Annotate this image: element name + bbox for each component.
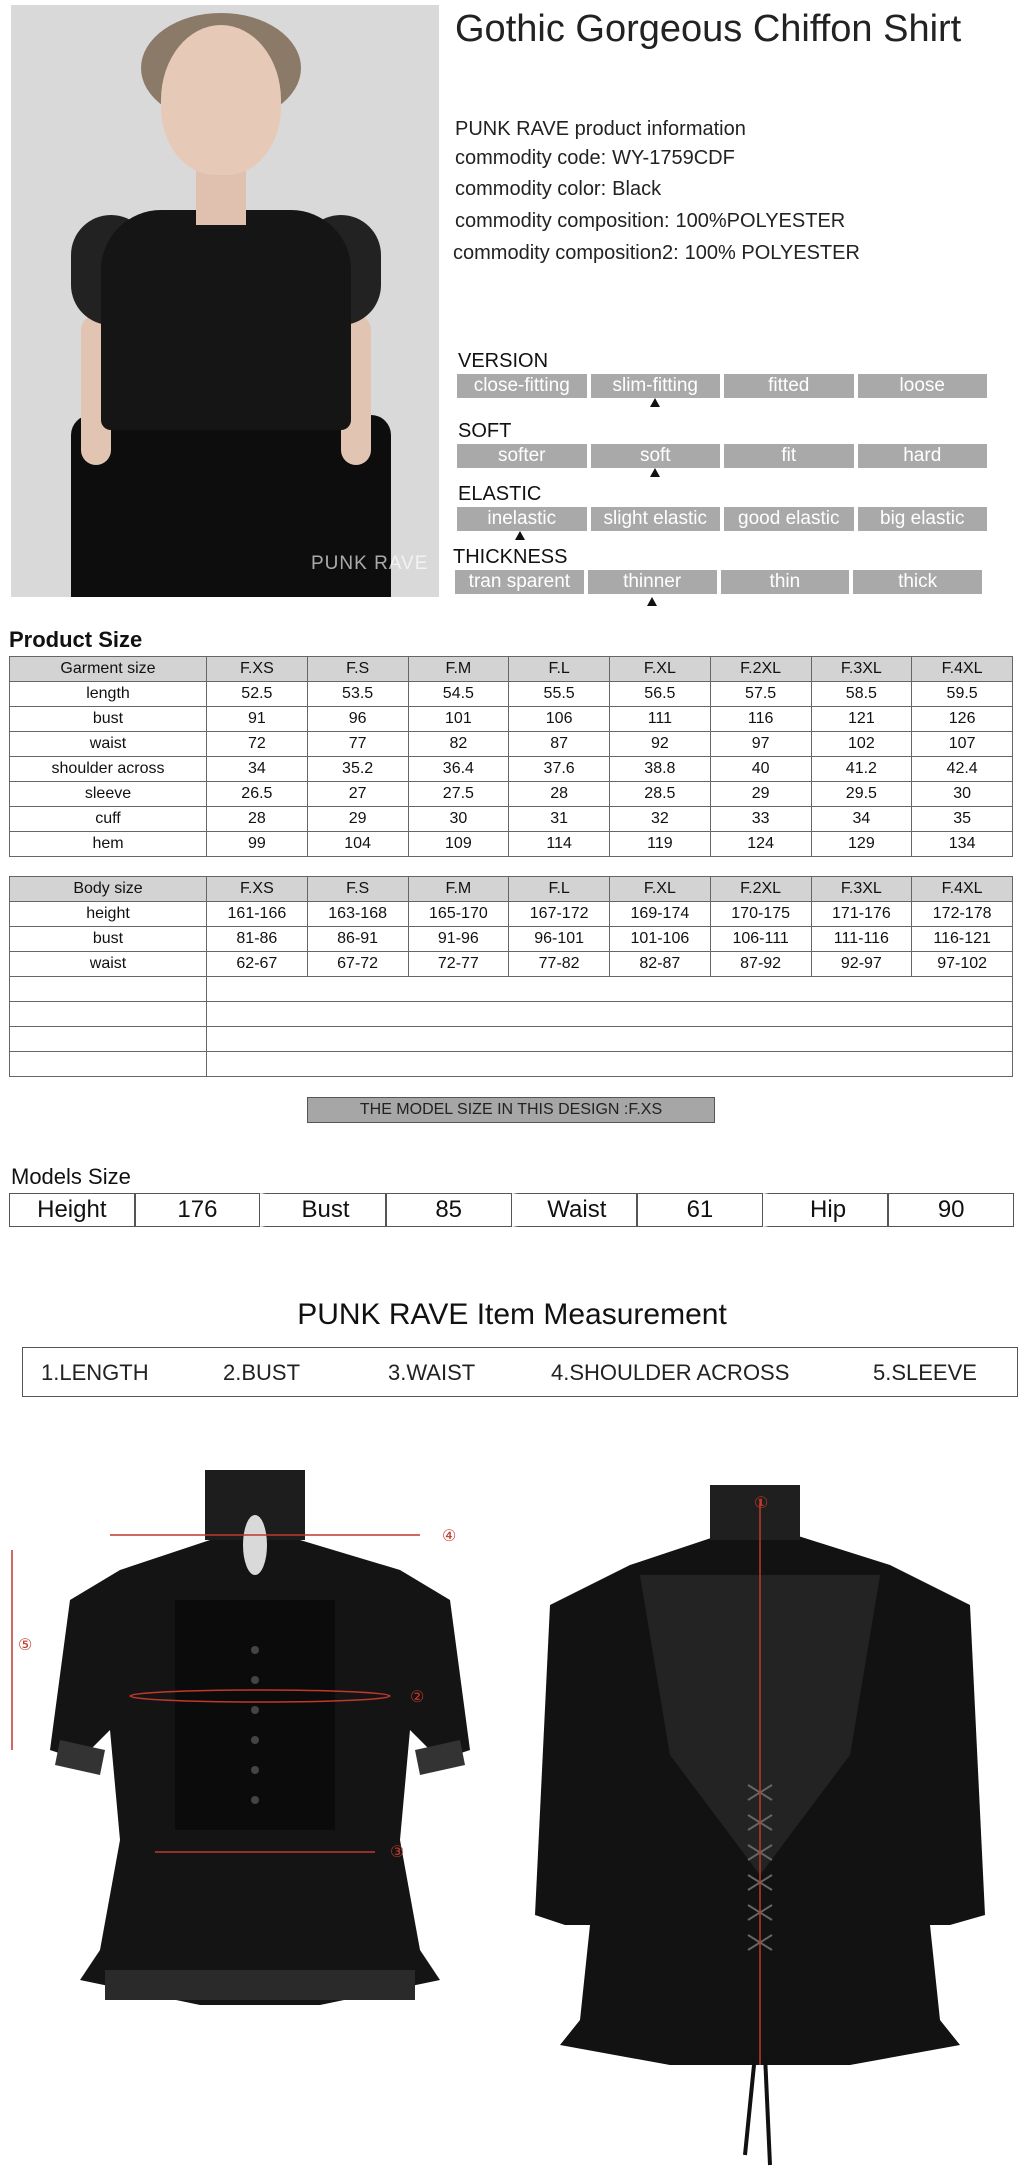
models-size-table xyxy=(9,1193,1014,1227)
info-row: commodity code: WY-1759CDF xyxy=(455,147,735,169)
model-value: 176 xyxy=(135,1193,261,1227)
garment-front-illustration xyxy=(0,1450,500,2030)
legend-item: 2.BUST xyxy=(223,1360,301,1385)
marker-1: ① xyxy=(754,1495,769,1512)
selected-marker-icon xyxy=(647,597,657,606)
attr-scale-elastic xyxy=(457,507,987,531)
scale-option: slight elastic xyxy=(591,507,721,531)
info-row: commodity color: Black xyxy=(455,178,662,200)
model-label: Bust xyxy=(260,1193,386,1227)
model-size-note: THE MODEL SIZE IN THIS DESIGN :F.XS xyxy=(307,1097,715,1123)
table-row: shoulder across 34 35.2 36.4 37.6 38.8 40 41.2 42.4 xyxy=(10,757,1013,782)
product-title: Gothic Gorgeous Chiffon Shirt xyxy=(455,8,962,50)
attr-scale-soft xyxy=(457,444,987,468)
empty-row xyxy=(10,1027,1013,1052)
scale-option: good elastic xyxy=(724,507,854,531)
model-label: Waist xyxy=(512,1193,638,1227)
scale-option: inelastic xyxy=(457,507,587,531)
scale-option: fitted xyxy=(724,374,854,398)
scale-option: big elastic xyxy=(858,507,988,531)
scale-option: hard xyxy=(858,444,988,468)
scale-option: softer xyxy=(457,444,587,468)
table-row: sleeve 26.5 27 27.5 28 28.5 29 29.5 30 xyxy=(10,782,1013,807)
brand-line: PUNK RAVE product information xyxy=(455,118,746,140)
empty-row xyxy=(10,1052,1013,1077)
attr-scale-version xyxy=(457,374,987,398)
scale-option: soft xyxy=(591,444,721,468)
model-value: 90 xyxy=(888,1193,1014,1227)
legend-item: 3.WAIST xyxy=(388,1360,476,1385)
attr-label-version: VERSION xyxy=(458,350,549,372)
marker-3: ③ xyxy=(390,1844,405,1861)
legend-item: 5.SLEEVE xyxy=(873,1360,977,1385)
marker-5: ⑤ xyxy=(18,1637,33,1654)
empty-row xyxy=(10,1002,1013,1027)
garment-back-illustration xyxy=(520,1455,1000,2175)
table-row: waist 72 77 82 87 92 97 102 107 xyxy=(10,732,1013,757)
legend-item: 1.LENGTH xyxy=(41,1360,149,1385)
table-row: waist 62-67 67-72 72-77 77-82 82-87 87-92 92-97 97-102 xyxy=(10,952,1013,977)
model-value: 85 xyxy=(386,1193,512,1227)
attr-label-elastic: ELASTIC xyxy=(458,483,542,505)
marker-4: ④ xyxy=(442,1528,457,1545)
scale-option: thin xyxy=(721,570,850,594)
model-label: Height xyxy=(9,1193,135,1227)
legend-item: 4.SHOULDER ACROSS xyxy=(551,1360,790,1385)
marker-2: ② xyxy=(410,1689,425,1706)
attr-scale-thickness xyxy=(455,570,982,594)
garment-size-table xyxy=(9,656,1013,857)
watermark: PUNK RAVE xyxy=(311,553,429,574)
table-row: cuff 28 29 30 31 32 33 34 35 xyxy=(10,807,1013,832)
scale-option: close-fitting xyxy=(457,374,587,398)
attr-label-thickness: THICKNESS xyxy=(453,546,568,568)
info-row: commodity composition: 100%POLYESTER xyxy=(455,210,846,232)
table-row: length 52.5 53.5 54.5 55.5 56.5 57.5 58.5 59.5 xyxy=(10,682,1013,707)
selected-marker-icon xyxy=(650,398,660,407)
scale-option: tran sparent xyxy=(455,570,584,594)
table-header-row: Garment size F.XS F.S F.M F.L F.XL F.2XL F.3XL F.4XL xyxy=(10,657,1013,682)
selected-marker-icon xyxy=(515,531,525,540)
info-row: commodity composition2: 100% POLYESTER xyxy=(453,242,860,264)
model-photo xyxy=(11,5,439,597)
model-value: 61 xyxy=(637,1193,763,1227)
table-header-row: Body size F.XS F.S F.M F.L F.XL F.2XL F.3XL F.4XL xyxy=(10,877,1013,902)
measurement-legend xyxy=(22,1347,1018,1397)
selected-marker-icon xyxy=(650,468,660,477)
scale-option: slim-fitting xyxy=(591,374,721,398)
table-row: height 161-166 163-168 165-170 167-172 169-174 170-175 171-176 172-178 xyxy=(10,902,1013,927)
scale-option: thinner xyxy=(588,570,717,594)
table-row: hem 99 104 109 114 119 124 129 134 xyxy=(10,832,1013,857)
table-row: bust 91 96 101 106 111 116 121 126 xyxy=(10,707,1013,732)
table-row: bust 81-86 86-91 91-96 96-101 101-106 106-111 111-116 116-121 xyxy=(10,927,1013,952)
attr-label-soft: SOFT xyxy=(458,420,512,442)
empty-row xyxy=(10,977,1013,1002)
scale-option: thick xyxy=(853,570,982,594)
body-size-table xyxy=(9,876,1013,1077)
model-label: Hip xyxy=(763,1193,889,1227)
scale-option: fit xyxy=(724,444,854,468)
scale-option: loose xyxy=(858,374,988,398)
product-size-heading: Product Size xyxy=(9,627,143,652)
measurement-title: PUNK RAVE Item Measurement xyxy=(297,1298,727,1331)
models-size-heading: Models Size xyxy=(11,1164,131,1189)
